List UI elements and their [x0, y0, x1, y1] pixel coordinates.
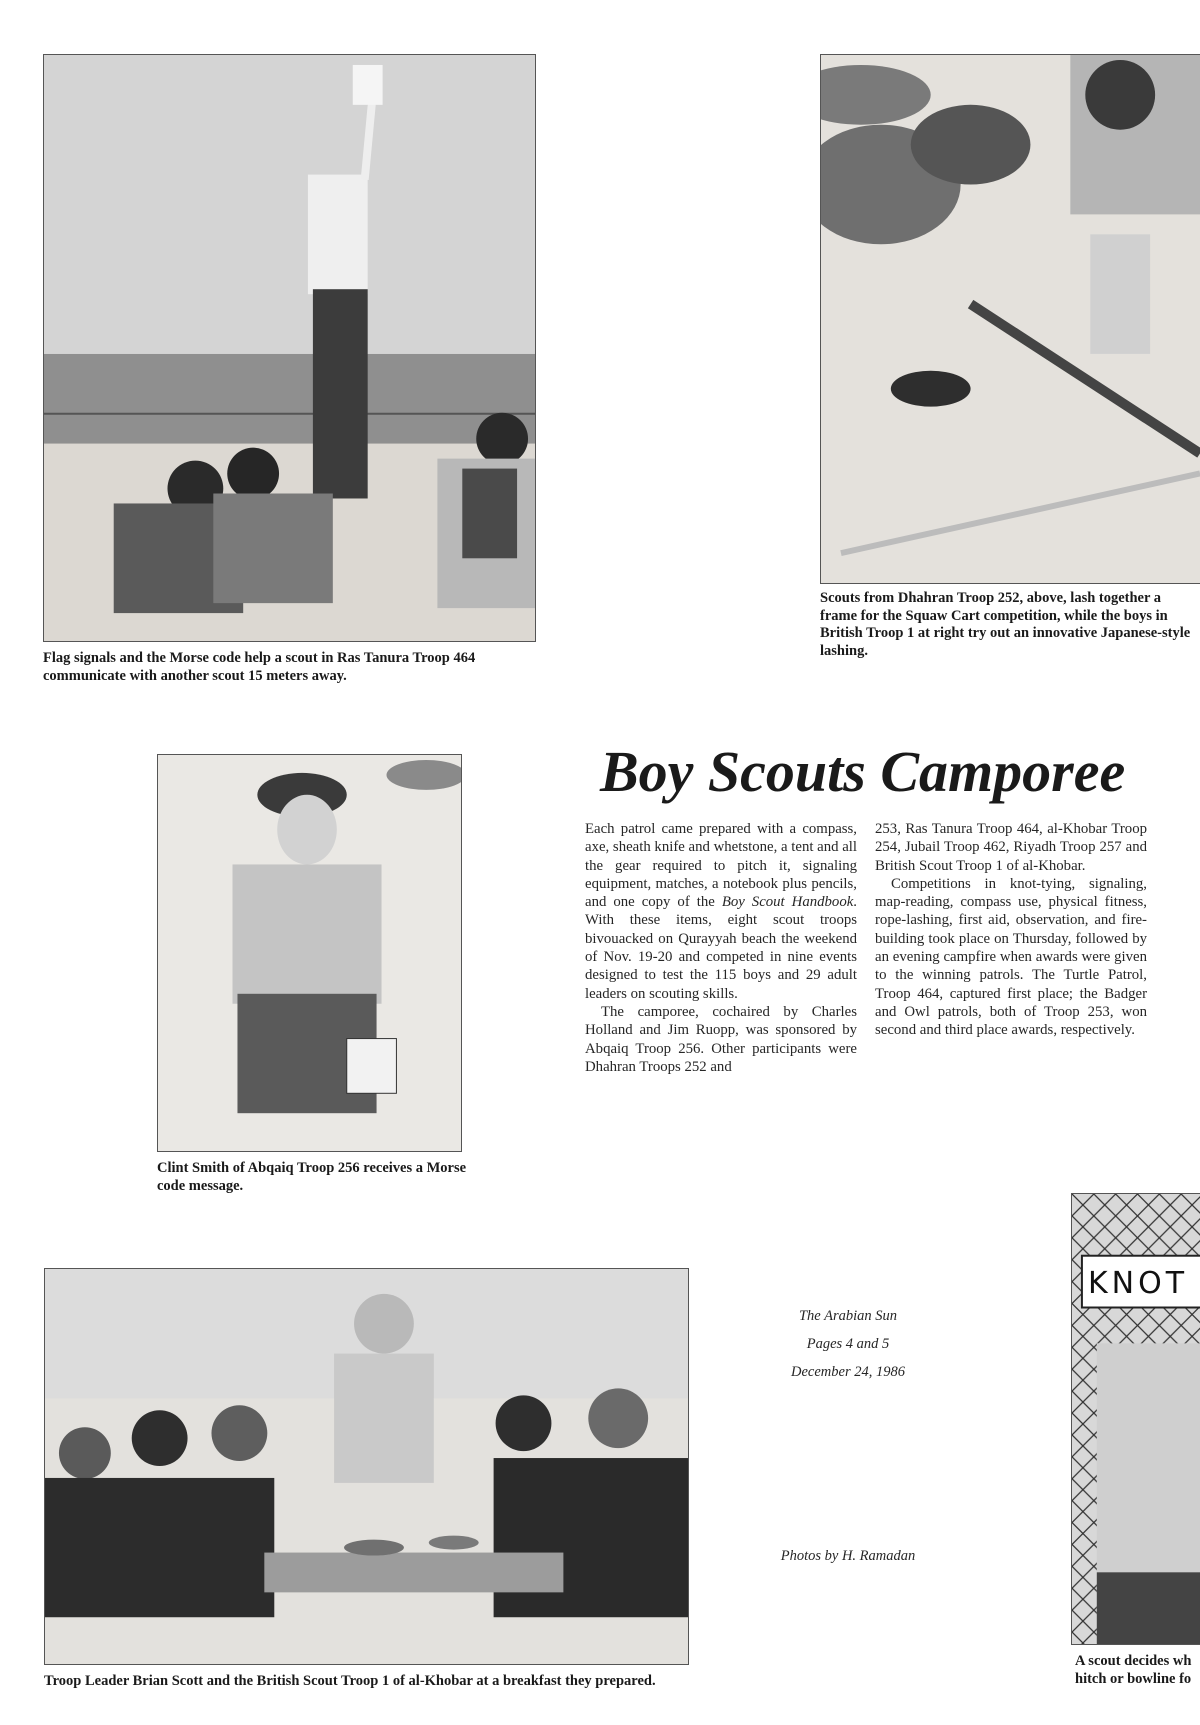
caption-lashing: Scouts from Dhahran Troop 252, above, lash together a frame for the Squaw Cart competition, while the boys in British Troop 1 at right try out an innovative Japanese-style lashing.	[820, 590, 1191, 659]
photo-credit: Photos by H. Ramadan	[780, 1548, 916, 1564]
knot-illustration	[1072, 1194, 1200, 1644]
morse-illustration	[158, 755, 461, 1151]
article-paragraph: Each patrol came prepared with a compass, axe, sheath knife and whetstone, a tent and all the gear required to pitch it, signaling equipment, matches, a notebook plus pencils, and one copy of the Boy Scout Handbook. With these items, eight scout troops bivouacked on Qurayyah beach the weekend of Nov. 19-20 and competed in nine events designed to test the 115 boys and 29 adult leaders on scouting skills.	[585, 821, 858, 1002]
caption-breakfast: Troop Leader Brian Scott and the British Scout Troop 1 of al-Khobar at a breakfast they prepared.	[44, 1673, 656, 1689]
article-column-1	[585, 820, 857, 1076]
breakfast-illustration	[45, 1269, 688, 1664]
article-headline: Boy Scouts Camporee	[600, 739, 1126, 804]
caption-morse: Clint Smith of Abqaiq Troop 256 receives a Morse code message.	[157, 1160, 467, 1194]
photo-lashing	[820, 54, 1200, 584]
flag-signals-illustration	[44, 55, 535, 641]
publication-info	[728, 1302, 968, 1386]
article-paragraph: 253, Ras Tanura Troop 464, al-Khobar Troop 254, Jubail Troop 462, Riyadh Troop 257 and British Scout Troop 1 of al-Khobar.	[875, 821, 1147, 874]
caption-flag-signals: Flag signals and the Morse code help a scout in Ras Tanura Troop 464 communicate with another scout 15 meters away.	[43, 650, 476, 684]
article-paragraph: The camporee, cochaired by Charles Holland and Jim Ruopp, was sponsored by Abqaiq Troop 256. Other participants were Dhahran Troops 252 and	[585, 1003, 857, 1075]
lashing-illustration	[821, 55, 1200, 583]
article-column-2	[875, 820, 1147, 1040]
knot-sign-text: KNOT	[1088, 1266, 1189, 1301]
publication-pages: Pages 4 and 5	[806, 1336, 890, 1352]
caption-knot: A scout decides wh hitch or bowline fo	[1075, 1653, 1192, 1687]
photo-morse	[157, 754, 462, 1152]
photo-breakfast	[44, 1268, 689, 1665]
handbook-title: Boy Scout Handbook	[721, 894, 854, 911]
photo-knot	[1071, 1193, 1200, 1645]
photo-flag-signals	[43, 54, 536, 642]
publication-date: December 24, 1986	[791, 1364, 905, 1380]
publication-name: The Arabian Sun	[798, 1308, 898, 1324]
article-paragraph: Competitions in knot-tying, signaling, map-reading, compass use, physical fitness, rope-lashing, first aid, observation, and fire-building took place on Thursday, followed by an evening campfire when awards were given to the winning patrols. The Turtle Patrol, Troop 464, captured first place; the Badger and Owl patrols, both of Troop 253, won second and third place awards, respectively.	[875, 875, 1147, 1039]
